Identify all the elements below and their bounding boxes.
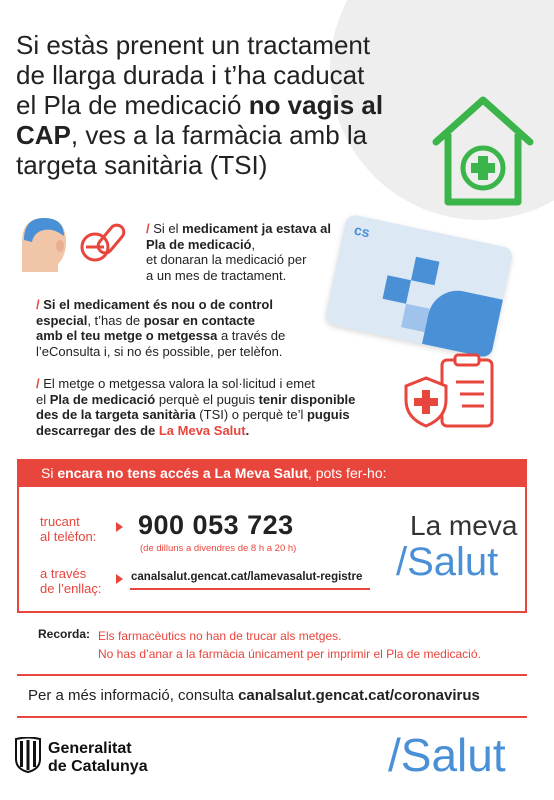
divider xyxy=(17,674,527,676)
link-label-line: a través xyxy=(40,566,87,581)
generalitat-name xyxy=(48,740,148,776)
headline-bold: no vagis al xyxy=(248,90,384,120)
registration-banner xyxy=(17,459,527,487)
banner-text: Si xyxy=(41,465,58,481)
headline-line-1: Si estàs prenent un tractament xyxy=(16,30,371,60)
bold-text: especial xyxy=(36,312,88,328)
headline xyxy=(16,30,436,180)
block1-line: a un mes de tractament. xyxy=(146,267,287,283)
bold-text: Si el medicament és nou o de control xyxy=(39,297,273,312)
bold-text: tenir disponible xyxy=(258,391,356,407)
block3-line xyxy=(36,423,366,439)
arrow-icon xyxy=(116,522,123,532)
generalitat-logo-icon xyxy=(14,737,42,773)
card-square xyxy=(411,257,439,285)
headline-text: , ves a la farmàcia amb la xyxy=(70,120,368,150)
bold-text: . xyxy=(245,422,250,438)
link-label xyxy=(40,566,101,596)
headline-line-3 xyxy=(16,90,436,120)
doctor-head-icon xyxy=(14,212,72,274)
instruction-block-3 xyxy=(36,376,366,438)
block2-line xyxy=(36,328,346,344)
remember-line: Els farmacèutics no han de trucar als metges. xyxy=(98,629,342,643)
call-label xyxy=(40,514,96,544)
bold-text: Pla de medicació xyxy=(49,391,156,407)
bold-text: descarregar des de xyxy=(36,422,159,438)
text: El metge o metgessa valora la sol·licitud i emet xyxy=(39,376,315,391)
block3-line xyxy=(36,376,366,392)
block1-line: et donaran la medicació per xyxy=(146,252,307,267)
slash-mark: / xyxy=(146,221,150,236)
more-info xyxy=(28,687,480,704)
bold-text: puguis xyxy=(306,407,350,422)
text: (TSI) o perquè te’l xyxy=(195,407,307,422)
headline-text: el Pla de medicació xyxy=(16,90,249,120)
instruction-block-2 xyxy=(36,297,346,359)
info-link[interactable]: canalsalut.gencat.cat/coronavirus xyxy=(238,687,480,704)
text: , t’has de xyxy=(87,312,144,328)
link-underline xyxy=(130,588,370,590)
block3-line xyxy=(36,407,366,423)
remember-label: Recorda: xyxy=(38,627,91,641)
phone-hours: (de dilluns a divendres de 8 h a 20 h) xyxy=(140,543,297,554)
block2-line xyxy=(36,297,346,313)
gencat-line: Generalitat xyxy=(48,740,132,757)
info-text: Per a més informació, consulta xyxy=(28,687,239,704)
card-logo: cs xyxy=(352,221,372,241)
bold-text: posar en contacte xyxy=(143,312,255,328)
call-label-line: al telèfon: xyxy=(40,529,97,544)
la-meva-salut-text: La Meva Salut xyxy=(158,422,246,438)
bold-text: des de la targeta sanitària xyxy=(36,407,196,422)
la-meva-brand: La meva xyxy=(410,510,518,541)
block2-line: l’eConsulta i, si no és possible, per telèfon. xyxy=(36,343,283,359)
text: el xyxy=(36,391,50,407)
arrow-icon xyxy=(116,574,123,584)
remember-line: No has d’anar a la farmàcia únicament per imprimir el Pla de medicació. xyxy=(98,647,481,661)
pharmacy-house-icon xyxy=(428,90,538,210)
registration-link[interactable]: canalsalut.gencat.cat/lamevasalut-registre xyxy=(131,571,363,583)
headline-line-5: targeta sanitària (TSI) xyxy=(16,150,268,180)
banner-text: , pots fer-ho: xyxy=(307,465,387,481)
banner-bold: encara no tens accés a La Meva Salut xyxy=(57,465,308,481)
bold-text: Pla de medicació xyxy=(146,236,252,252)
text: perquè el puguis xyxy=(155,391,259,407)
text: a través de xyxy=(217,328,286,343)
health-card xyxy=(324,214,514,359)
bold-text: medicament ja estava al xyxy=(182,221,331,236)
phone-number[interactable]: 900 053 723 xyxy=(138,510,294,540)
headline-line-4 xyxy=(16,120,436,150)
bold-text: amb el teu metge o metgessa xyxy=(36,328,218,343)
block3-line xyxy=(36,392,366,408)
text: , xyxy=(251,236,256,252)
divider xyxy=(17,716,527,718)
block2-line xyxy=(36,313,346,329)
call-label-line: trucant xyxy=(40,514,80,529)
text: Si el xyxy=(149,221,183,236)
card-shape xyxy=(422,285,503,358)
slash-mark: / xyxy=(36,376,40,391)
salut-brand: /Salut xyxy=(396,540,499,584)
headline-line-2: de llarga durada i t’ha caducat xyxy=(16,60,365,90)
headline-bold: CAP xyxy=(16,120,71,150)
card-square xyxy=(383,275,411,303)
footer-salut-logo: /Salut xyxy=(388,729,506,781)
medical-clipboard-icon xyxy=(400,352,510,432)
pills-icon xyxy=(76,215,134,265)
remember-text xyxy=(98,627,538,663)
link-label-line: de l’enllaç: xyxy=(40,581,102,596)
slash-mark: / xyxy=(36,297,40,312)
gencat-line: de Catalunya xyxy=(48,758,148,775)
